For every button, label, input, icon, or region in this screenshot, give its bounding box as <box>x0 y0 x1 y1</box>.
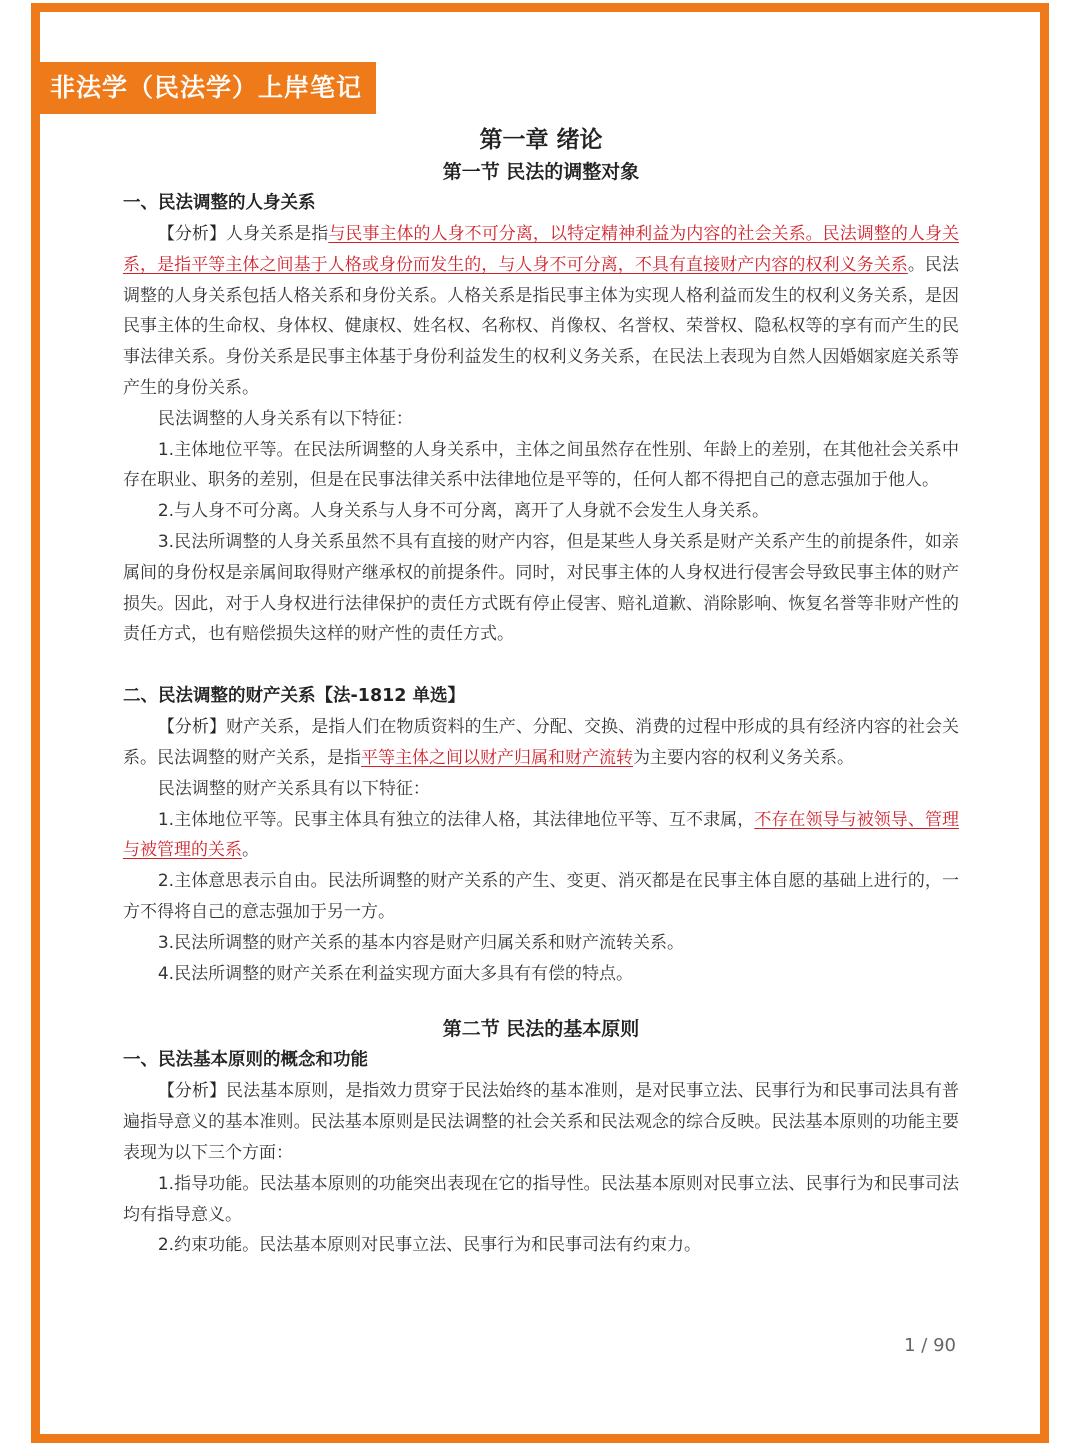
text-run: 民法基本原则，是指效力贯穿于民法始终的基本准则，是对民事立法、民事行为和民事司法具有普遍指导意义的基本准则。民法基本原则是民法调整的社会关系和民法观念的综合反映。民法基本原则的功能主要表现为以下三个方面： <box>123 1081 959 1163</box>
paragraph <box>123 712 959 774</box>
text-run: 人身关系是指 <box>226 224 329 244</box>
subheading: 一、民法基本原则的概念和功能 <box>123 1050 368 1071</box>
paragraph: 民法调整的人身关系有以下特征： <box>157 408 413 429</box>
paragraph: 2.约束功能。民法基本原则对民事立法、民事行为和民事司法有约束力。 <box>157 1235 702 1256</box>
page-number: 1 / 90 <box>904 1335 956 1356</box>
text-run: 。民法调整的人身关系包括人格关系和身份关系。人格关系是指民事主体为实现人格利益而发生的权利义务关系，是因民事主体的生命权、身体权、健康权、姓名权、名称权、肖像权、名誉权、荣誉权、隐私权等的享有而产生的民事法律关系。身份关系是民事主体基于身份利益发生的权利义务关系，在民法上表现为自然人因婚姻家庭关系等产生的身份关系。 <box>123 254 959 398</box>
paragraph: 2.主体意思表示自由。民法所调整的财产关系的产生、变更、消灭都是在民事主体自愿的基础上进行的，一方不得将自己的意志强加于另一方。 <box>123 871 959 922</box>
section-title: 第二节 民法的基本原则 <box>442 1018 640 1041</box>
chapter-title: 第一章 绪论 <box>479 127 603 153</box>
text-run: 。 <box>242 840 259 861</box>
paragraph <box>123 1076 959 1168</box>
section-title: 第一节 民法的调整对象 <box>442 161 640 183</box>
text-run: 财产关系，是指人们在物质资料的生产、分配、交换、消费的过程中形成的具有经济内容的社会关系。民法调整的财产关系，是指 <box>123 717 959 768</box>
paragraph: 民法调整的财产关系具有以下特征： <box>157 778 430 799</box>
highlighted-text: 不存在领导与被领导、管理与被管理的关系 <box>123 809 960 861</box>
paragraph: 1.主体地位平等。在民法所调整的人身关系中，主体之间虽然存在性别、年龄上的差别，在其他社会关系中存在职业、职务的差别，但是在民事法律关系中法律地位是平等的，任何人都不得把自己的意志强加于他人。 <box>123 439 959 491</box>
subheading: 二、民法调整的财产关系【法-1812 单选】 <box>123 686 466 707</box>
text-run: 1.主体地位平等。民事主体具有独立的法律人格，其法律地位平等、互不隶属， <box>157 809 755 830</box>
paragraph: 3.民法所调整的人身关系虽然不具有直接的财产内容，但是某些人身关系是财产关系产生的前提条件，如亲属间的身份权是亲属间取得财产继承权的前提条件。同时，对民事主体的人身权进行侵害会导致民事主体的财产损失。因此，对于人身权进行法律保护的责任方式既有停止侵害、赔礼道歉、消除影响、恢复名誉等非财产性的责任方式，也有赔偿损失这样的财产性的责任方式。 <box>123 531 959 645</box>
banner-title: 非法学（民法学）上岸笔记 <box>40 62 376 114</box>
highlighted-text: 与民事主体的人身不可分离，以特定精神利益为内容的社会关系。民法调整的人身关系，是指平等主体之间基于人格或身份而发生的，与人身不可分离，不具有直接财产内容的权利义务关系 <box>123 224 959 275</box>
subheading: 一、民法调整的人身关系 <box>123 193 316 213</box>
analysis-tag: 【分析】 <box>157 224 227 244</box>
text-run: 为主要内容的权利义务关系。 <box>633 747 854 768</box>
paragraph: 2.与人身不可分离。人身关系与人身不可分离，离开了人身就不会发生人身关系。 <box>157 501 770 522</box>
paragraph: 4.民法所调整的财产关系在利益实现方面大多具有有偿的特点。 <box>157 963 634 984</box>
paragraph: 1.指导功能。民法基本原则的功能突出表现在它的指导性。民法基本原则对民事立法、民事行为和民事司法均有指导意义。 <box>123 1173 959 1225</box>
paragraph <box>123 805 959 867</box>
highlighted-text: 平等主体之间以财产归属和财产流转 <box>361 747 633 768</box>
document-body <box>123 124 959 1261</box>
paragraph <box>123 219 959 404</box>
analysis-tag: 【分析】 <box>157 1081 227 1102</box>
paragraph: 3.民法所调整的财产关系的基本内容是财产归属关系和财产流转关系。 <box>157 932 685 953</box>
analysis-tag: 【分析】 <box>157 717 227 738</box>
